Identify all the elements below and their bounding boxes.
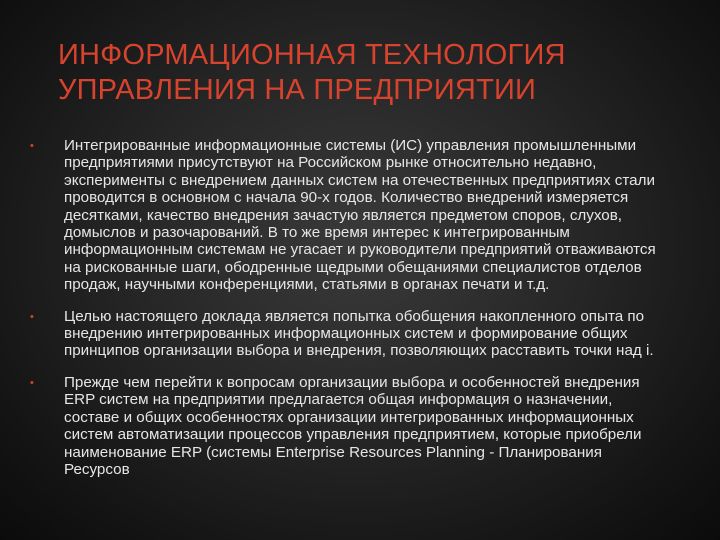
bullet-text-2: Целью настоящего доклада является попытка обобщения накопленного опыта по внедрению интегрированных информационных систем и формирование общих принципов организации выбора и внедрения, позволяющих расставить точки над i. bbox=[64, 307, 654, 360]
title-line-2: УПРАВЛЕНИЯ НА ПРЕДПРИЯТИИ bbox=[58, 74, 537, 106]
title-line-1: ИНФОРМАЦИОННАЯ ТЕХНОЛОГИЯ bbox=[58, 39, 566, 71]
bullet-item-1 bbox=[0, 137, 720, 294]
bullet-item-2 bbox=[0, 308, 720, 360]
bullet-text-1: Интегрированные информационные системы (ИС) управления промышленными предприятиями присутствуют на Российском рынке относительно недавно, эксперименты с внедрением данных систем на отечественных предприятиях стали проводится в основном с начала 90-х годов. Количество внедрений измеряется десятками, качество внедрения зачастую является предметом споров, слухов, домыслов и разочарований. В то же время интерес к интегрированным информационным системам не угасает и руководители предприятий отваживаются на рискованные шаги, ободренные щедрыми обещаниями специалистов отделов продаж, научными конференциями, статьями в органах печати и т.д. bbox=[64, 137, 656, 294]
bullet-marker-icon: • bbox=[30, 376, 34, 389]
slide-title bbox=[58, 38, 678, 108]
bullet-list bbox=[0, 137, 720, 492]
bullet-marker-icon: • bbox=[30, 310, 34, 323]
bullet-text-3: Прежде чем перейти к вопросам организации выбора и особенностей внедрения ERP систем на предприятии предлагается общая информация о назначении, составе и общих особенностях организации интегрированных информационных систем автоматизации процессов управления предприятием, которые приобрели наименование ERP (системы Enterprise Resources Planning - Планирования Ресурсов bbox=[64, 373, 642, 478]
bullet-marker-icon: • bbox=[30, 140, 34, 152]
bullet-item-3 bbox=[0, 374, 720, 478]
